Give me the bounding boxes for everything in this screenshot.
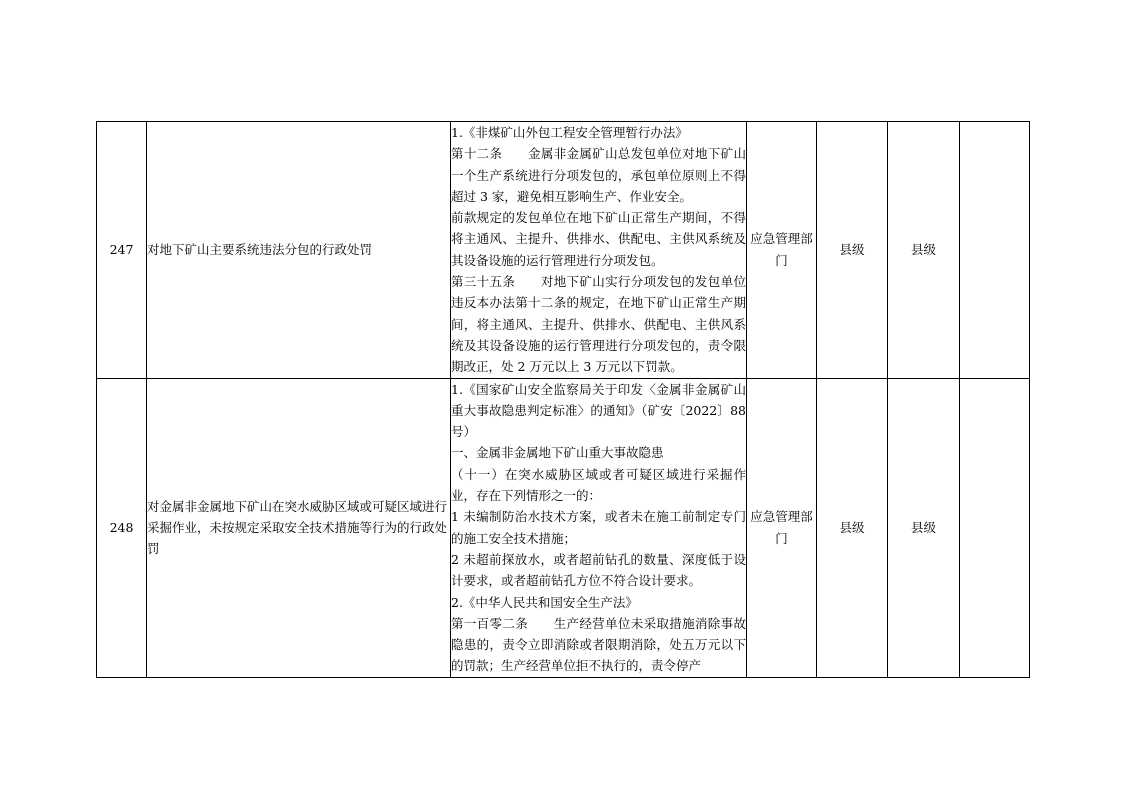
power-list-table — [96, 121, 1030, 678]
legal-basis — [451, 378, 747, 677]
basis-paragraph: 1.《非煤矿山外包工程安全管理暂行办法》 — [451, 125, 688, 140]
item-name: 对地下矿山主要系统违法分包的行政处罚 — [147, 122, 451, 379]
item-name: 对金属非金属地下矿山在突水威胁区域或可疑区域进行采掘作业，未按规定采取安全技术措施等行为的行政处罚 — [147, 378, 451, 677]
remark — [960, 378, 1030, 677]
basis-paragraph: 2 未超前探放水，或者超前钻孔的数量、深度低于设计要求，或者超前钻孔方位不符合设计要求。 — [451, 551, 746, 589]
basis-paragraph: （十一）在突水威胁区域或者可疑区域进行采掘作业，存在下列情形之一的： — [451, 466, 746, 504]
basis-paragraph: 第三十五条 对地下矿山实行分项发包的发包单位违反本办法第十二条的规定，在地下矿山正常生产期间，将主通风、主提升、供排水、供配电、主供风系统及其设备设施的运行管理进行分项发包的，责令限期改正，处 2 万元以上 3 万元以下罚款。 — [451, 274, 746, 375]
row-number: 248 — [97, 378, 147, 677]
remark — [960, 122, 1030, 379]
department: 应急管理部门 — [747, 122, 817, 379]
basis-paragraph: 第一百零二条 生产经营单位未采取措施消除事故隐患的，责令立即消除或者限期消除，处五万元以下的罚款；生产经营单位拒不执行的，责令停产 — [451, 615, 746, 674]
level-b: 县级 — [888, 378, 960, 677]
level-a: 县级 — [817, 122, 888, 379]
basis-paragraph: 2.《中华人民共和国安全生产法》 — [451, 594, 638, 610]
level-a: 县级 — [817, 378, 888, 677]
basis-paragraph: 1.《国家矿山安全监察局关于印发〈金属非金属矿山重大事故隐患判定标准〉的通知》（矿安〔2022〕88 号） — [451, 381, 746, 440]
table-row — [97, 122, 1030, 379]
basis-paragraph: 前款规定的发包单位在地下矿山正常生产期间，不得将主通风、主提升、供排水、供配电、主供风系统及其设备设施的运行管理进行分项发包。 — [451, 210, 746, 268]
level-b: 县级 — [888, 122, 960, 379]
legal-basis — [451, 122, 747, 379]
department: 应急管理部门 — [747, 378, 817, 677]
table-row — [97, 378, 1030, 677]
basis-paragraph: 第十二条 金属非金属矿山总发包单位对地下矿山一个生产系统进行分项发包的，承包单位原则上不得超过 3 家，避免相互影响生产、作业安全。 — [451, 146, 746, 204]
basis-paragraph: 一、金属非金属地下矿山重大事故隐患 — [451, 445, 664, 461]
row-number: 247 — [97, 122, 147, 379]
basis-paragraph: 1 未编制防治水技术方案，或者未在施工前制定专门的施工安全技术措施； — [451, 509, 746, 546]
